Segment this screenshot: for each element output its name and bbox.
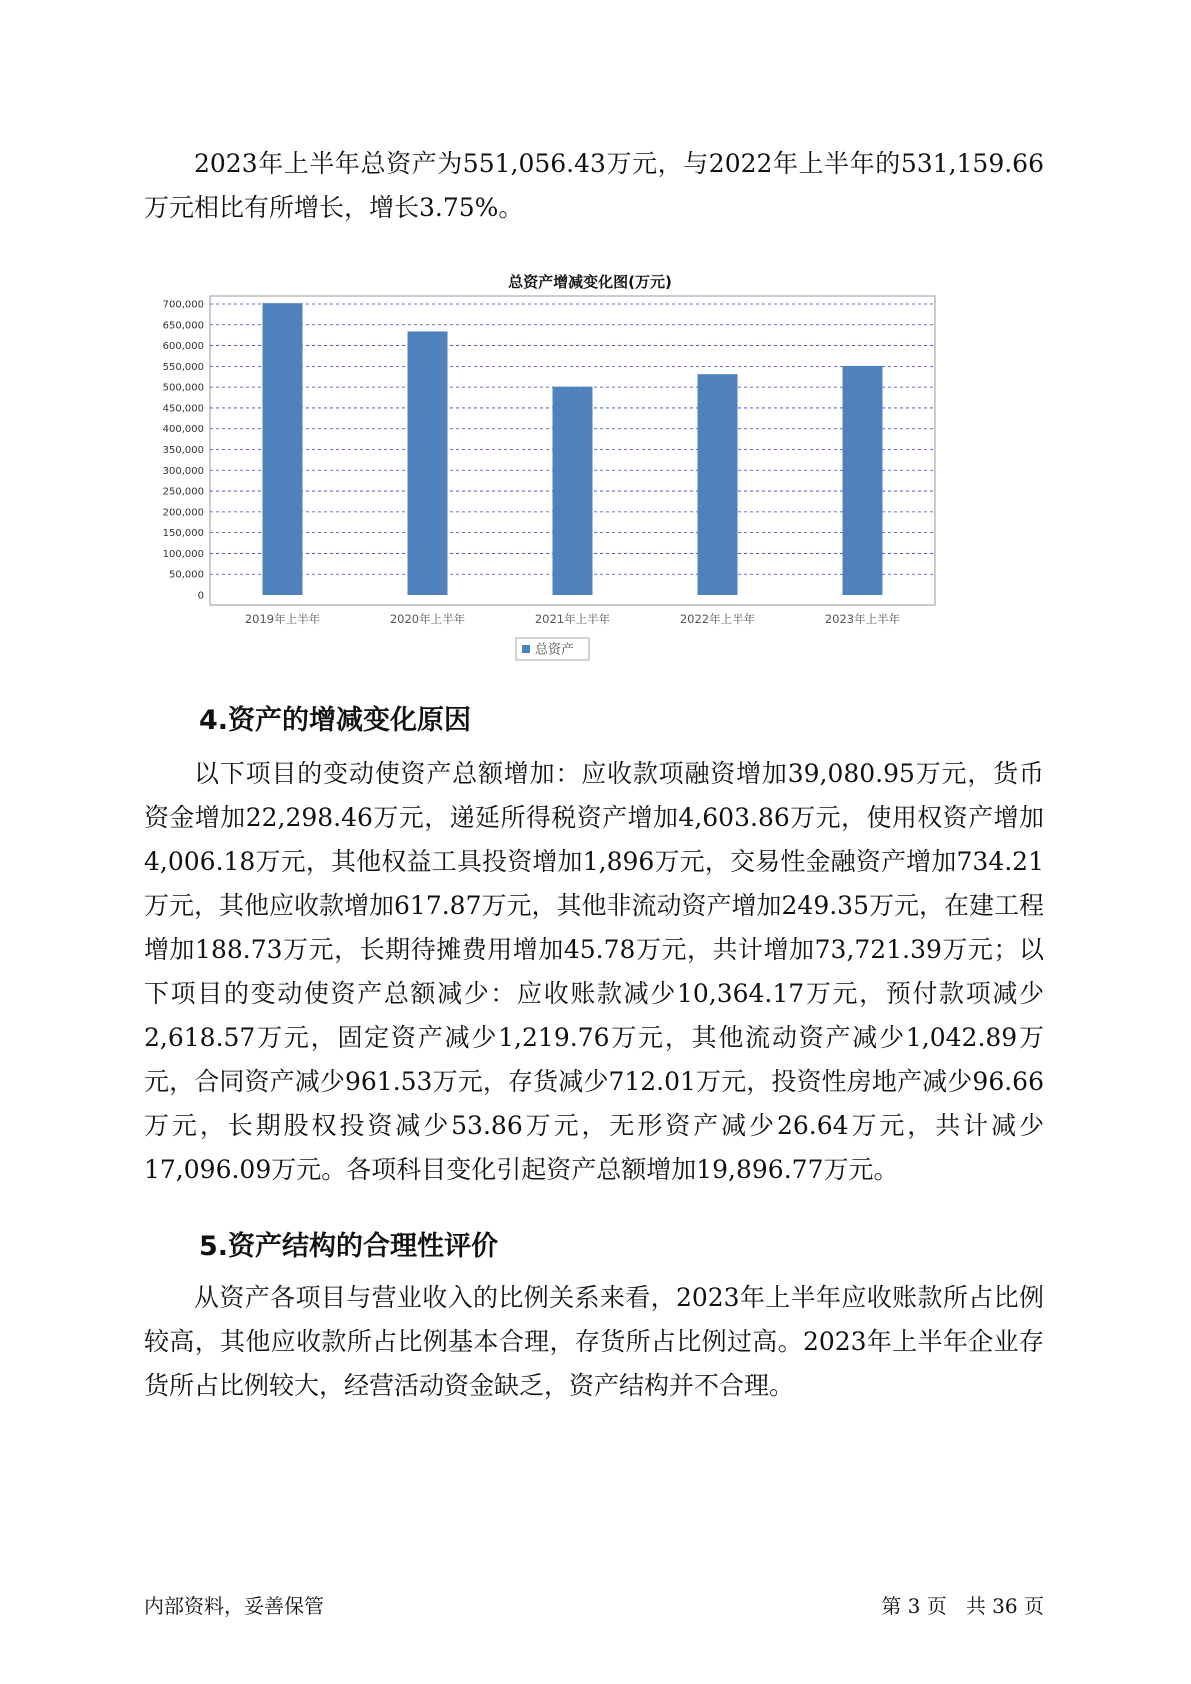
y-tick-label: 350,000 (162, 445, 204, 456)
y-tick-label: 600,000 (162, 341, 204, 353)
chart-title: 总资产增减变化图(万元) (508, 273, 672, 291)
section4-heading: 4.资产的增减变化原因 (199, 705, 472, 736)
intro-paragraph: 2023年上半年总资产为551,056.43万元，与2022年上半年的531,159.66万元相比有所增长，增长3.75%。 (144, 149, 1044, 222)
bar (698, 374, 738, 595)
legend-swatch (522, 645, 530, 653)
bar (553, 387, 593, 595)
y-tick-label: 50,000 (169, 569, 204, 581)
x-tick-label: 2022年上半年 (679, 612, 756, 626)
y-tick-label: 0 (197, 590, 204, 602)
x-tick-label: 2021年上半年 (534, 612, 611, 626)
y-tick-label: 150,000 (162, 528, 204, 540)
y-tick-label: 450,000 (162, 403, 204, 415)
bar (263, 303, 303, 595)
y-tick-label: 300,000 (162, 465, 204, 477)
y-tick-label: 650,000 (162, 320, 204, 332)
footer-page-number: 第 3 页 共 36 页 (881, 1594, 1044, 1618)
chart-svg (150, 258, 1030, 718)
x-tick-label: 2019年上半年 (244, 612, 321, 626)
y-tick-label: 100,000 (162, 548, 204, 560)
y-tick-label: 500,000 (162, 382, 204, 394)
footer-confidential-note: 内部资料，妥善保管 (144, 1594, 324, 1618)
y-tick-label: 200,000 (162, 507, 204, 519)
bar (408, 331, 448, 595)
y-tick-label: 250,000 (162, 486, 204, 498)
y-tick-label: 700,000 (162, 299, 204, 311)
section5-paragraph: 从资产各项目与营业收入的比例关系来看，2023年上半年应收账款所占比例较高，其他应收款所占比例基本合理，存货所占比例过高。2023年上半年企业存货所占比例较大，经营活动资金缺乏，资产结构并不合理。 (144, 1283, 1044, 1400)
total-assets-chart (150, 258, 1030, 718)
section5-heading: 5.资产结构的合理性评价 (199, 1231, 499, 1262)
y-tick-label: 550,000 (162, 361, 204, 373)
x-tick-label: 2020年上半年 (389, 612, 466, 626)
y-tick-label: 400,000 (162, 424, 204, 436)
legend-label: 总资产 (535, 642, 575, 658)
section4-paragraph: 以下项目的变动使资产总额增加：应收款项融资增加39,080.95万元，货币资金增加22,298.46万元，递延所得税资产增加4,603.86万元，使用权资产增加4,006.18万元，其他权益工具投资增加1,896万元，交易性金融资产增加734.21万元，其他应收款增加617.87万元，其他非流动资产增加249.35万元，在建工程增加188.73万元，长期待摊费用增加45.78万元，共计增加73,721.39万元；以下项目的变动使资产总额减少：应收账款减少10,364.17万元，预付款项减少2,618.57万元，固定资产减少1,219.76万元，其他流动资产减少1,042.89万元，合同资产减少961.53万元，存货减少712.01万元，投资性房地产减少96.66万元，长期股权投资减少53.86万元，无形资产减少26.64万元，共计减少17,096.09万元。各项科目变化引起资产总额增加19,896.77万元。 (144, 759, 1044, 1184)
x-tick-label: 2023年上半年 (824, 612, 901, 626)
bar (843, 366, 883, 595)
